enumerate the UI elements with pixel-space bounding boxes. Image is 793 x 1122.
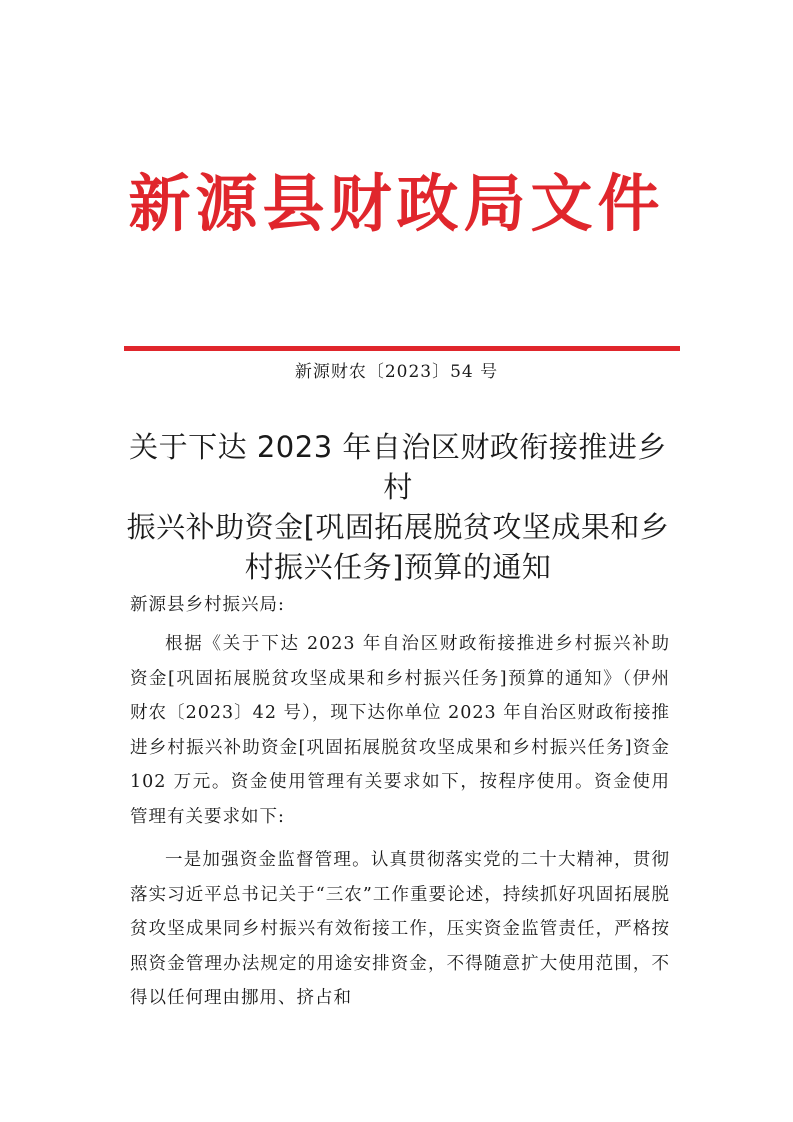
body-paragraph-1: 根据《关于下达 2023 年自治区财政衔接推进乡村振兴补助资金[巩固拓展脱贫攻坚成果和乡村振兴任务]预算的通知》（伊州财农〔2023〕42 号），现下达你单位 2023 年自治区财政衔接推进乡村振兴补助资金[巩固拓展脱贫攻坚成果和乡村振兴任务]资金 102 万元。资金使用管理有关要求如下，按程序使用。资金使用管理有关要求如下: <box>130 634 670 827</box>
red-divider-line <box>124 346 680 351</box>
title-line-1: 关于下达 2023 年自治区财政衔接推进乡村 <box>129 430 667 504</box>
body-paragraph-2: 一是加强资金监督管理。认真贯彻落实党的二十大精神，贯彻落实习近平总书记关于“三农”工作重要论述，持续抓好巩固拓展脱贫攻坚成果同乡村振兴有效衔接工作，压实资金监管责任，严格按照资金管理办法规定的用途安排资金，不得随意扩大使用范围，不得以任何理由挪用、挤占和 <box>130 850 670 1009</box>
masthead-title: 新源县财政局文件 <box>128 167 665 240</box>
document-title <box>118 427 678 587</box>
addressee: 新源县乡村振兴局: <box>130 595 285 615</box>
title-line-2: 振兴补助资金[巩固拓展脱贫攻坚成果和乡 <box>126 510 670 544</box>
document-number: 新源财农〔2023〕54 号 <box>294 362 499 382</box>
title-line-3: 村振兴任务]预算的通知 <box>244 550 552 584</box>
